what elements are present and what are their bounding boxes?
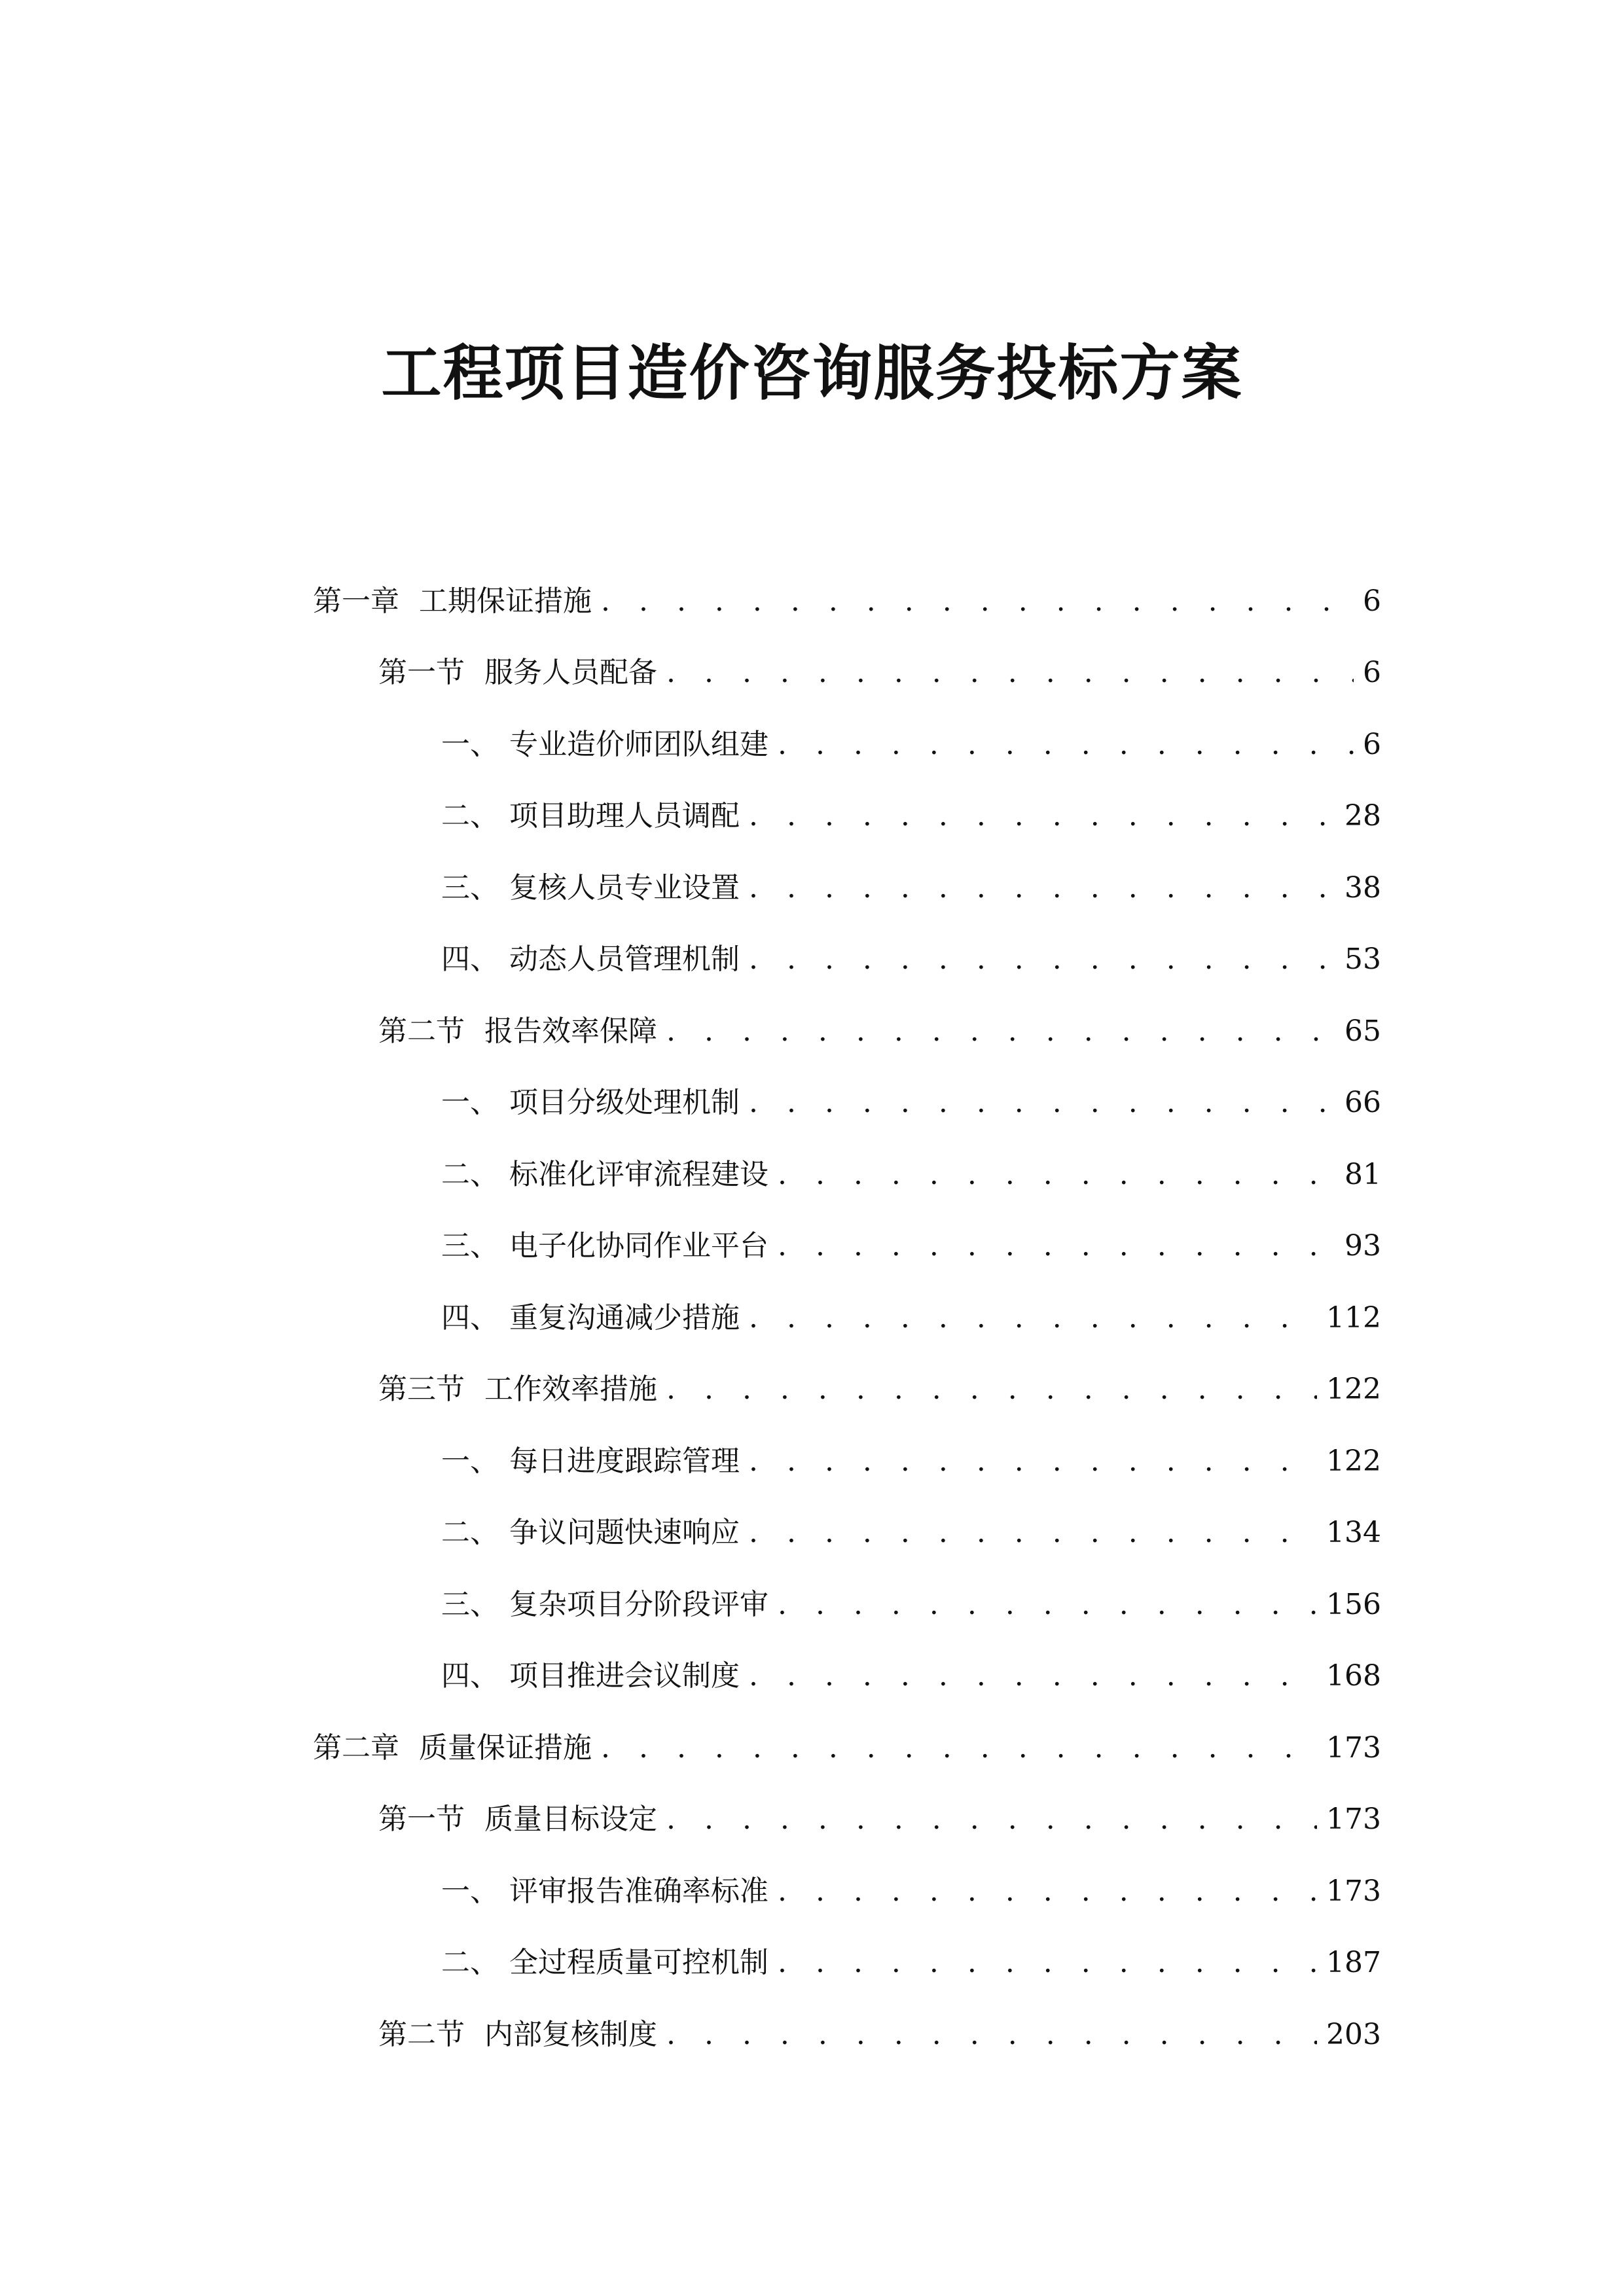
toc-entry-label: 专业造价师团队组建	[509, 727, 768, 761]
toc-dot-leader	[778, 1872, 1317, 1911]
toc-entry-number: 四、	[441, 1300, 499, 1335]
toc-entry-number: 第一章	[313, 584, 399, 618]
toc-entry-number: 第一节	[378, 656, 465, 690]
toc-entry-number: 第二章	[313, 1731, 399, 1765]
toc-entry[interactable]	[313, 565, 1381, 637]
toc-entry[interactable]	[313, 1354, 1381, 1426]
toc-entry[interactable]	[313, 1211, 1381, 1283]
toc-entry[interactable]	[313, 1999, 1381, 2071]
toc-entry-page-number: 173	[1326, 1731, 1381, 1765]
toc-dot-leader	[601, 582, 1354, 621]
toc-entry-page-number: 65	[1344, 1014, 1381, 1048]
toc-entry-number: 二、	[441, 1516, 499, 1550]
toc-entry-number: 一、	[441, 727, 499, 761]
toc-entry-page-number: 173	[1326, 1803, 1381, 1837]
toc-entry-number: 四、	[441, 942, 499, 977]
toc-entry-label: 项目分级处理机制	[509, 1086, 740, 1120]
toc-entry-label: 报告效率保障	[484, 1014, 657, 1048]
toc-entry-label: 全过程质量可控机制	[509, 1946, 768, 1980]
toc-entry[interactable]	[313, 709, 1381, 781]
toc-entry-label: 重复沟通减少措施	[509, 1300, 740, 1335]
toc-entry-number: 第一节	[378, 1803, 465, 1837]
toc-entry[interactable]	[313, 1067, 1381, 1139]
toc-entry[interactable]	[313, 1712, 1381, 1784]
toc-entry-page-number: 93	[1344, 1229, 1381, 1263]
toc-entry-page-number: 6	[1363, 727, 1381, 761]
toc-entry[interactable]	[313, 1139, 1381, 1211]
toc-dot-leader	[749, 1299, 1317, 1338]
toc-dot-leader	[749, 1442, 1317, 1481]
toc-entry-label: 项目助理人员调配	[509, 799, 740, 833]
toc-entry-page-number: 168	[1326, 1659, 1381, 1693]
toc-entry-page-number: 6	[1363, 584, 1381, 618]
toc-entry[interactable]	[313, 1928, 1381, 2000]
toc-entry-number: 一、	[441, 1874, 499, 1908]
toc-dot-leader	[666, 1370, 1317, 1409]
toc-dot-leader	[749, 797, 1335, 836]
toc-dot-leader	[778, 1585, 1317, 1624]
toc-entry-label: 复核人员专业设置	[509, 870, 740, 905]
toc-entry-label: 动态人员管理机制	[509, 942, 740, 977]
toc-entry-label: 服务人员配备	[484, 656, 657, 690]
toc-entry-label: 电子化协同作业平台	[509, 1229, 768, 1263]
toc-entry-page-number: 173	[1326, 1874, 1381, 1908]
toc-entry-number: 二、	[441, 799, 499, 833]
toc-entry-label: 质量目标设定	[484, 1803, 657, 1837]
toc-entry[interactable]	[313, 781, 1381, 853]
toc-entry-label: 工期保证措施	[419, 584, 592, 618]
toc-entry-number: 第三节	[378, 1372, 465, 1407]
toc-dot-leader	[666, 1800, 1317, 1839]
toc-entry-page-number: 156	[1326, 1587, 1381, 1621]
toc-entry-number: 三、	[441, 870, 499, 905]
toc-entry-label: 工作效率措施	[484, 1372, 657, 1407]
toc-entry-page-number: 203	[1326, 2017, 1381, 2051]
table-of-contents	[313, 565, 1381, 2071]
toc-entry-page-number: 122	[1326, 1372, 1381, 1407]
toc-entry-page-number: 28	[1344, 799, 1381, 833]
toc-entry-page-number: 38	[1344, 870, 1381, 905]
toc-entry-number: 一、	[441, 1444, 499, 1478]
toc-entry-page-number: 122	[1326, 1444, 1381, 1478]
toc-entry-label: 复杂项目分阶段评审	[509, 1587, 768, 1621]
toc-entry-number: 三、	[441, 1587, 499, 1621]
toc-entry[interactable]	[313, 1282, 1381, 1354]
toc-entry-number: 一、	[441, 1086, 499, 1120]
toc-entry[interactable]	[313, 1569, 1381, 1641]
toc-dot-leader	[666, 1012, 1335, 1051]
toc-dot-leader	[778, 1155, 1335, 1194]
toc-entry-label: 每日进度跟踪管理	[509, 1444, 740, 1478]
toc-dot-leader	[749, 869, 1335, 908]
toc-entry-label: 评审报告准确率标准	[509, 1874, 768, 1908]
toc-entry-page-number: 53	[1344, 942, 1381, 977]
toc-entry[interactable]	[313, 637, 1381, 709]
toc-dot-leader	[749, 940, 1335, 979]
toc-dot-leader	[666, 2015, 1317, 2054]
toc-entry-label: 质量保证措施	[419, 1731, 592, 1765]
toc-entry[interactable]	[313, 852, 1381, 924]
toc-dot-leader	[778, 725, 1354, 764]
toc-dot-leader	[749, 1083, 1335, 1122]
toc-entry[interactable]	[313, 1641, 1381, 1713]
toc-dot-leader	[666, 653, 1354, 692]
toc-entry-number: 二、	[441, 1946, 499, 1980]
toc-entry[interactable]	[313, 924, 1381, 996]
document-title: 工程项目造价咨询服务投标方案	[381, 338, 1243, 408]
toc-entry[interactable]	[313, 1856, 1381, 1928]
toc-entry-number: 四、	[441, 1659, 499, 1693]
toc-dot-leader	[749, 1657, 1317, 1696]
toc-entry[interactable]	[313, 996, 1381, 1067]
toc-entry-page-number: 187	[1326, 1946, 1381, 1980]
toc-entry-page-number: 134	[1326, 1516, 1381, 1550]
toc-entry-page-number: 81	[1344, 1157, 1381, 1191]
toc-entry-page-number: 66	[1344, 1086, 1381, 1120]
toc-entry-number: 二、	[441, 1157, 499, 1191]
toc-entry[interactable]	[313, 1498, 1381, 1570]
toc-dot-leader	[749, 1513, 1317, 1552]
toc-entry-number: 第二节	[378, 1014, 465, 1048]
toc-entry-page-number: 112	[1326, 1300, 1381, 1335]
toc-entry-label: 内部复核制度	[484, 2017, 657, 2051]
toc-entry-label: 标准化评审流程建设	[509, 1157, 768, 1191]
toc-entry[interactable]	[313, 1784, 1381, 1856]
toc-entry-label: 争议问题快速响应	[509, 1516, 740, 1550]
toc-entry-number: 三、	[441, 1229, 499, 1263]
toc-entry-label: 项目推进会议制度	[509, 1659, 740, 1693]
toc-dot-leader	[601, 1729, 1317, 1768]
toc-dot-leader	[778, 1227, 1335, 1266]
toc-entry-number: 第二节	[378, 2017, 465, 2051]
toc-entry[interactable]	[313, 1426, 1381, 1498]
toc-dot-leader	[778, 1943, 1317, 1982]
toc-entry-page-number: 6	[1363, 656, 1381, 690]
